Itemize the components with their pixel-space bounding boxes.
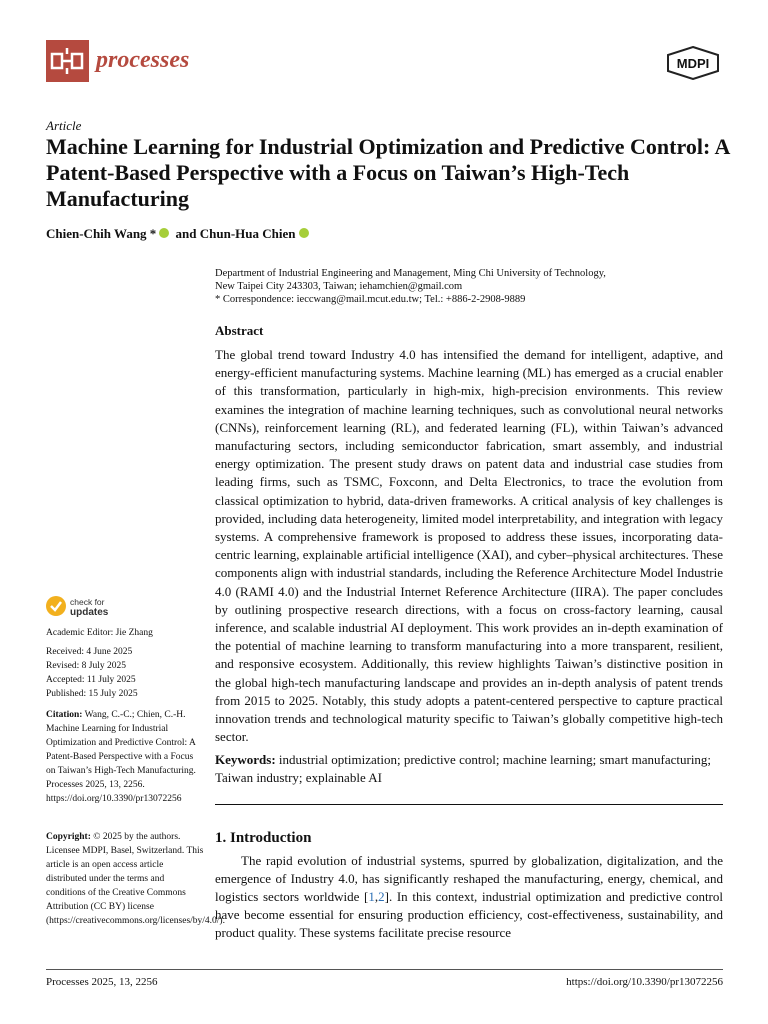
author-1[interactable]: Chien-Chih Wang *: [46, 226, 157, 241]
intro-text-part: The rapid evolution of industrial systems, spurred by globalization, digitalization, and the emergence of Industry 4.0, has significantly reshaped the manufacturing, energy, chemical, and logistics sectors worldwide [: [215, 853, 723, 904]
keywords-label: Keywords:: [215, 752, 276, 767]
journal-logo: [46, 40, 89, 82]
citation-text: Wang, C.-C.; Chien, C.-H. Machine Learning for Industrial Optimization and Predictive Control: A Patent-Based Perspective with a Focus on Taiwan’s High-Tech Manufacturing. Processes 2025, 13, 2256. https://doi.org/10.3390/pr13072256: [46, 710, 196, 804]
reference-link-2[interactable]: 2: [378, 889, 385, 904]
authors: [46, 226, 312, 242]
paper-title: Machine Learning for Industrial Optimization and Predictive Control: A Patent-Based Perspective with a Focus on Taiwan’s High-Tech Manufacturing: [46, 134, 730, 211]
correspondence-line: * Correspondence: ieccwang@mail.mcut.edu.tw; Tel.: +886-2-2908-9889: [215, 294, 526, 305]
ref-separator: ,: [374, 889, 379, 904]
introduction-text: [215, 852, 723, 942]
date-revised: Revised: 8 July 2025: [46, 661, 126, 671]
check-for-updates-icon: [46, 596, 66, 616]
citation: [46, 708, 204, 806]
copyright-text: © 2025 by the authors. Licensee MDPI, Basel, Switzerland. This article is an open access article distributed under the terms and conditions of the Creative Commons Attribution (CC BY) license (https://creativecommons.org/licenses/by/4.0/).: [46, 832, 225, 926]
date-published: Published: 15 July 2025: [46, 689, 138, 699]
abstract-heading: Abstract: [215, 323, 264, 338]
section-heading-introduction: 1. Introduction: [215, 830, 312, 846]
reference-link-1[interactable]: 1: [368, 889, 375, 904]
article-type: Article: [46, 118, 82, 133]
processes-logo-icon: [46, 40, 89, 82]
footer-divider: [46, 969, 723, 970]
footer-journal-citation: Processes 2025, 13, 2256: [46, 976, 158, 988]
abstract-text: The global trend toward Industry 4.0 has intensified the demand for intelligent, adaptive, and energy-efficient manufacturing systems. Machine learning (ML) has emerged as a crucial enabler of this transformation, particularly in high-mix, high-precision environments. This review examines the integration of machine learning techniques, such as convolutional neural networks (CNNs), reinforcement learning (RL), and federated learning (FL), within Taiwan’s advanced manufacturing sectors, including semiconductor fabrication, smart assembly, and industrial energy optimization. The present study draws on patent data and industrial case studies from leading firms, such as TSMC, Foxconn, and Delta Electronics, to trace the evolution from classical optimization to hybrid, data-driven frameworks. A critical analysis of key challenges is provided, including data heterogeneity, limited model interpretability, and integration with legacy systems. A comprehensive framework is proposed to address these issues, incorporating data-centric learning, explainable artificial intelligence (XAI), and cyber–physical architectures. These components align with industrial standards, including the Reference Architecture Model Industrie 4.0 (RAMI 4.0) and the Industrial Internet Reference Architecture (IIRA). The paper concludes by outlining prospective research directions, with a focus on cross-factory learning, causal inference, and scalable industrial AI deployment. This work provides an in-depth examination of the potential of machine learning to transform manufacturing into a more transparent, resilient, and responsive ecosystem. Additionally, this review highlights Taiwan’s distinctive position in the global high-tech manufacturing landscape and provides an in-depth analysis of patent trends from 2015 to 2025. Notably, this study adopts a patent-centered perspective to capture practical innovation trends and technological maturity specific to Taiwan’s globally competitive high-tech sector.: [215, 347, 723, 745]
journal-name: processes: [96, 47, 190, 73]
intro-text-part: ]. In this context, industrial optimization and predictive control have become essential for ensuring production efficiency, cost-effectiveness, sustainability, and product quality. These systems facilitate precise resource: [215, 889, 723, 940]
keywords: [215, 751, 723, 787]
mdpi-logo: [666, 46, 720, 80]
orcid-icon[interactable]: [299, 228, 309, 238]
keywords-text: industrial optimization; predictive control; machine learning; smart manufacturing; Taiwan industry; explainable AI: [215, 752, 712, 785]
copyright-label: Copyright:: [46, 832, 91, 842]
affiliations: [215, 267, 735, 306]
citation-label: Citation:: [46, 710, 83, 720]
mdpi-logo-text: MDPI: [676, 56, 710, 71]
section-divider: [215, 804, 723, 805]
academic-editor: Academic Editor: Jie Zhang: [46, 628, 153, 638]
copyright: [46, 830, 225, 928]
publication-dates: [46, 645, 204, 701]
affiliation-line: New Taipei City 243303, Taiwan; iehamchien@gmail.com: [215, 281, 463, 292]
check-for-updates-badge[interactable]: [46, 596, 166, 618]
orcid-icon[interactable]: [159, 228, 169, 238]
date-accepted: Accepted: 11 July 2025: [46, 675, 136, 685]
author-2[interactable]: and Chun-Hua Chien: [175, 226, 296, 241]
affiliation-line: Department of Industrial Engineering and Management, Ming Chi University of Technology,: [215, 268, 606, 279]
date-received: Received: 4 June 2025: [46, 647, 133, 657]
check-for-updates-label: check for: [70, 597, 105, 607]
footer-doi-link[interactable]: https://doi.org/10.3390/pr13072256: [566, 976, 723, 988]
check-for-updates-label: updates: [70, 607, 109, 618]
